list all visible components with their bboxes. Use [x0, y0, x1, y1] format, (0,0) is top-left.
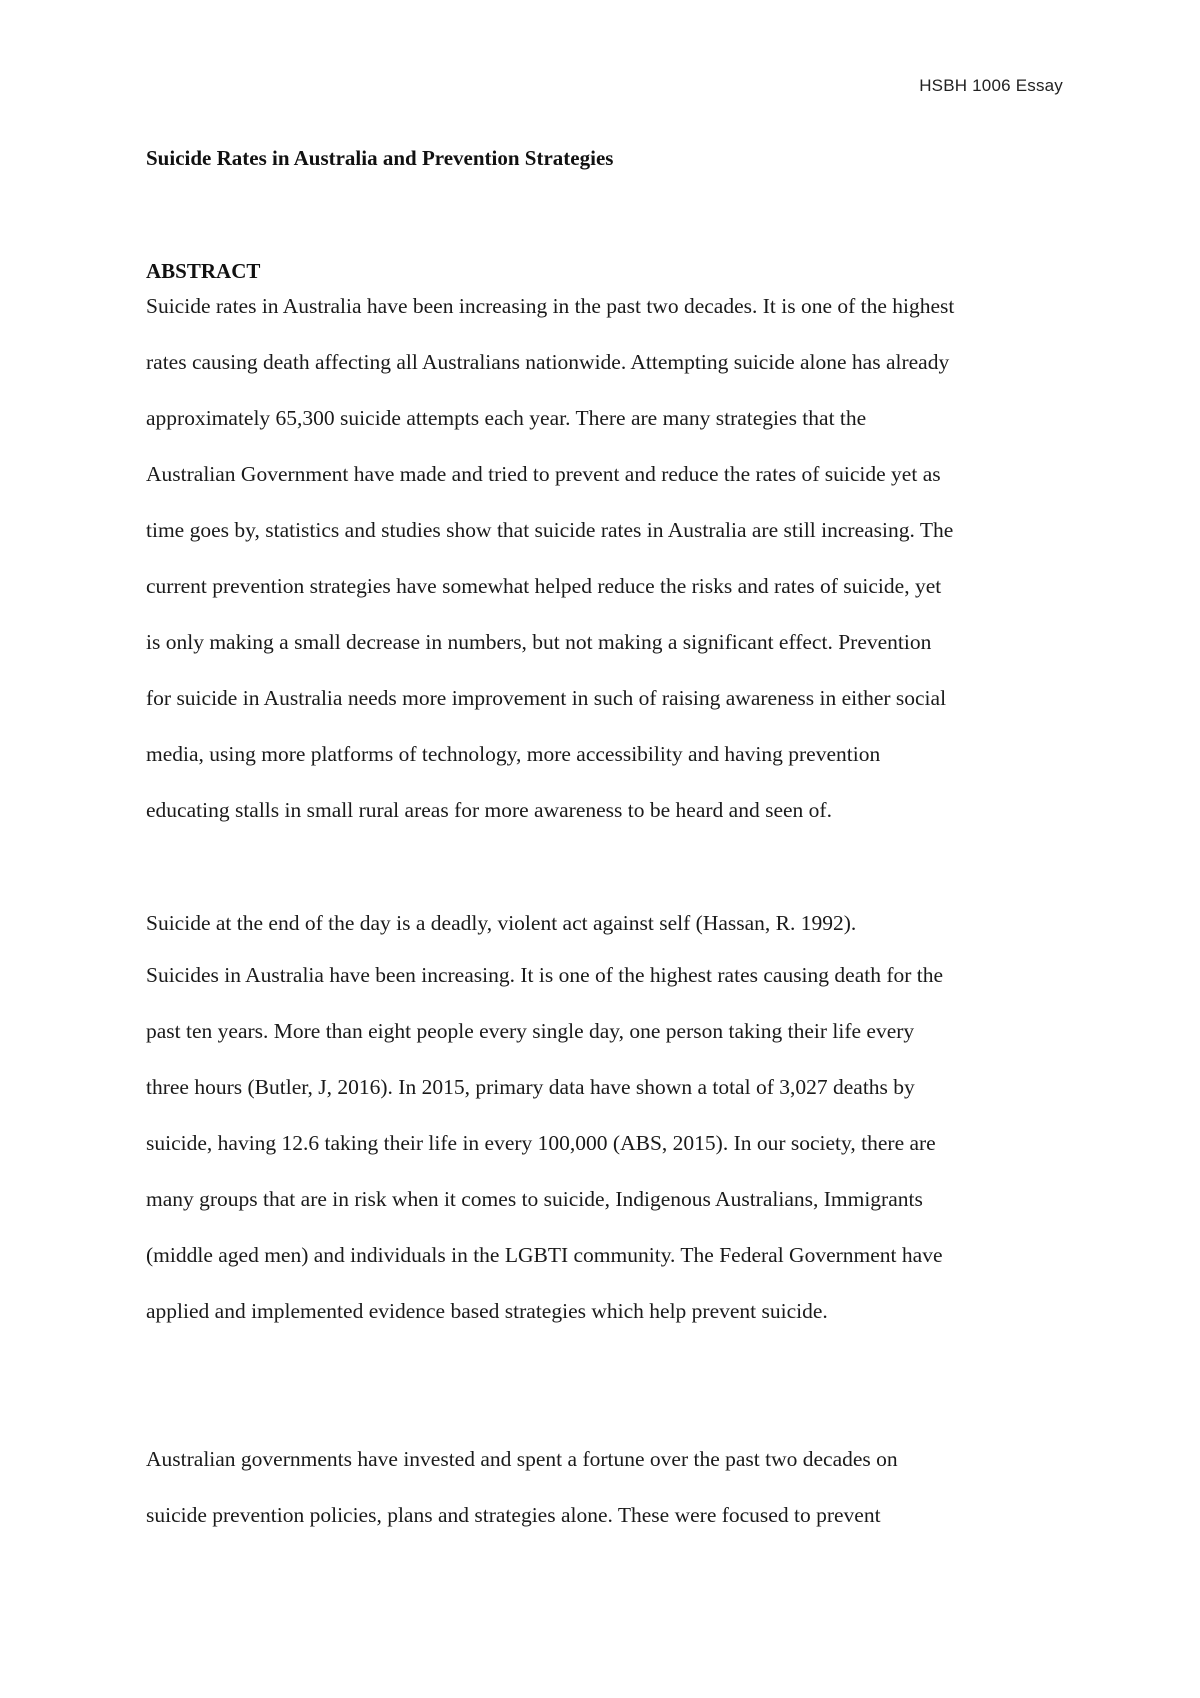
- text-line: many groups that are in risk when it comes to suicide, Indigenous Australians, Immigrants: [146, 1187, 923, 1211]
- body-paragraph-2: [146, 1445, 1076, 1557]
- essay-title: Suicide Rates in Australia and Prevention Strategies: [146, 146, 614, 170]
- abstract-paragraph: [146, 292, 1076, 852]
- text-line: applied and implemented evidence based strategies which help prevent suicide.: [146, 1299, 828, 1323]
- text-line: past ten years. More than eight people every single day, one person taking their life every: [146, 1019, 915, 1043]
- text-line: (middle aged men) and individuals in the LGBTI community. The Federal Government have: [146, 1243, 943, 1267]
- text-line: time goes by, statistics and studies show that suicide rates in Australia are still increasing. The: [146, 518, 954, 542]
- text-line: suicide, having 12.6 taking their life in every 100,000 (ABS, 2015). In our society, there are: [146, 1131, 936, 1155]
- text-line: Australian governments have invested and spent a fortune over the past two decades on: [146, 1447, 898, 1471]
- text-line: Suicides in Australia have been increasing. It is one of the highest rates causing death for the: [146, 963, 944, 987]
- abstract-heading: ABSTRACT: [146, 259, 261, 283]
- text-line: Australian Government have made and tried to prevent and reduce the rates of suicide yet as: [146, 462, 941, 486]
- text-line: educating stalls in small rural areas for more awareness to be heard and seen of.: [146, 798, 832, 822]
- running-head: HSBH 1006 Essay: [919, 76, 1063, 95]
- text-line: Suicide rates in Australia have been increasing in the past two decades. It is one of the highest: [146, 294, 955, 318]
- text-line: media, using more platforms of technology, more accessibility and having prevention: [146, 742, 881, 766]
- text-line: suicide prevention policies, plans and strategies alone. These were focused to prevent: [146, 1503, 881, 1527]
- text-line: approximately 65,300 suicide attempts each year. There are many strategies that the: [146, 406, 867, 430]
- text-line: rates causing death affecting all Australians nationwide. Attempting suicide alone has already: [146, 350, 950, 374]
- text-line: current prevention strategies have somewhat helped reduce the risks and rates of suicide, yet: [146, 574, 942, 598]
- text-line: three hours (Butler, J, 2016). In 2015, primary data have shown a total of 3,027 deaths by: [146, 1075, 915, 1099]
- text-line: Suicide at the end of the day is a deadly, violent act against self (Hassan, R. 1992).: [146, 911, 857, 935]
- body-paragraph-1: [146, 909, 1076, 1353]
- text-line: for suicide in Australia needs more improvement in such of raising awareness in either social: [146, 686, 947, 710]
- text-line: is only making a small decrease in numbers, but not making a significant effect. Prevention: [146, 630, 932, 654]
